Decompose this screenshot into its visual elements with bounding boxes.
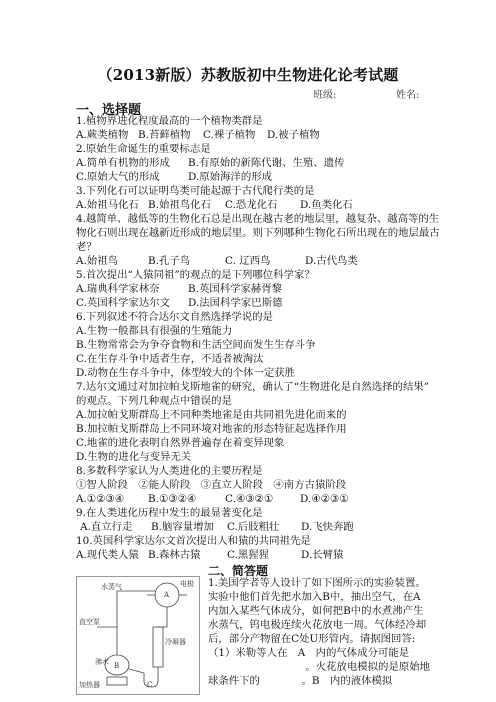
option: D.鱼类化石 — [300, 199, 353, 211]
option: A.现代类人猿 — [76, 549, 139, 561]
option: B.孔子鸟 — [148, 255, 191, 267]
essay-line: 后，部分产物留在C处U形管内。请据图回答: — [208, 633, 416, 645]
class-label: 班级: — [313, 90, 337, 101]
figure-label: A — [164, 591, 170, 599]
option: A.直立行走 — [80, 521, 133, 533]
figure-label: B — [114, 662, 120, 670]
essay-line: 1.美国学者等人设计了如下图所示的实验装置。 — [208, 577, 426, 589]
option: D.法国科学家巴斯德 — [188, 297, 283, 309]
option: B.生物常常会为争夺食物和生活空间而发生生存斗争 — [76, 339, 316, 351]
question-stem: 4.越简单、越低等的生物化石总是出现在越古老的地层里，越复杂、越高等的生 — [76, 213, 440, 225]
option: B.①③②④ — [148, 493, 197, 505]
question-stem: 7.达尔文通过对加拉帕戈斯地雀的研究，确认了“生物进化是自然选择的结果” — [76, 381, 430, 393]
option: D.长臂猿 — [301, 549, 344, 561]
option: B.始祖鸟化石 — [148, 199, 211, 211]
option: D.生物的进化与变异无关 — [76, 451, 192, 463]
essay-line: （1）米勒等人在 A 内的气体成分可能是 — [208, 647, 410, 659]
option: C.英国科学家达尔文 — [76, 297, 171, 309]
question-stem: 1.植物界进化程度最高的一个植物类群是 — [76, 115, 263, 127]
option: D.原始海洋的形成 — [188, 171, 272, 183]
option: C.后肢粗壮 — [227, 521, 280, 533]
question-stem: 10.英国科学家达尔文首次提出人和猿的共同祖先是 — [76, 535, 311, 547]
option: D.飞快奔跑 — [301, 521, 354, 533]
question-stem: 9.在人类进化历程中发生的最显著变化是 — [76, 507, 263, 519]
section1-title: 一、选择题 — [76, 103, 142, 118]
option: B.森林古猿 — [148, 549, 201, 561]
figure-label: 直空泵 — [79, 618, 100, 626]
option: B.苔藓植物 — [138, 129, 191, 141]
figure-label: 电极 — [180, 580, 194, 588]
option: B.有原始的新陈代谢、生殖、遗传 — [188, 157, 345, 169]
name-label: 姓名: — [396, 90, 420, 101]
apparatus-diagram — [77, 577, 199, 694]
option: A.简单有机物的形成 — [76, 157, 170, 169]
option: B.加拉帕戈斯群岛上不同环境对地雀的形态特征起选择作用 — [76, 423, 347, 435]
figure-label: 沸水 — [95, 658, 109, 666]
question-stem: 2.原始生命诞生的重要标志是 — [76, 143, 211, 155]
question-stem: 5.首次提出“人猿同祖”的观点的是下列哪位科学家？ — [76, 269, 315, 281]
option: A.加拉帕戈斯群岛上不同种类地雀是由共同祖先进化而来的 — [76, 409, 347, 421]
option: A.生物一般都具有很强的生殖能力 — [76, 325, 233, 337]
option: B.英国科学家赫胥黎 — [188, 283, 283, 295]
option: A.①②③④ — [76, 493, 125, 505]
option: C.恐龙化石 — [225, 199, 278, 211]
figure-label: 冷凝器 — [165, 638, 186, 646]
question-stem: 的观点。下列几种观点中错误的是 — [76, 395, 232, 407]
option: C.原始大气的形成 — [76, 171, 160, 183]
option: C. 辽西鸟 — [225, 255, 271, 267]
essay-line: 内加入某些气体成分，如何把B中的水煮沸产生 — [208, 605, 424, 617]
section2-title: 二、简答题 — [208, 564, 269, 578]
option: A.蕨类植物 — [76, 129, 129, 141]
option: C.在生存斗争中适者生存，不适者被淘汰 — [76, 353, 264, 365]
option: C.④③②① — [225, 493, 274, 505]
option: D.动物在生存斗争中，体型较大的个体一定获胜 — [76, 367, 296, 379]
page-title: （2013新版）苏教版初中生物进化论考试题 — [97, 66, 399, 84]
essay-line: 实验中他们首先把水加入B中，抽出空气，在A — [208, 591, 421, 603]
option: C.地雀的进化表明自然界普遍存在着变异现象 — [76, 437, 285, 449]
essay-line: 球条件下的 。B 内的液体模拟 — [208, 675, 393, 687]
essay-line: 。火花放电模拟的是原始地 — [305, 661, 430, 673]
figure-label: C — [147, 681, 153, 689]
option: B.脑容量增加 — [151, 521, 214, 533]
figure-label: 加热器 — [79, 681, 100, 689]
option: A.始祖鸟 — [76, 255, 118, 267]
experiment-apparatus-figure — [76, 576, 200, 695]
question-stem: 物化石则出现在越新近形成的地层里。则下列哪种生物化石所出现在的地层最古 — [76, 227, 440, 239]
option: D.④②③① — [300, 493, 349, 505]
option: D.古代鸟类 — [305, 255, 358, 267]
essay-question — [208, 576, 430, 688]
question-stem: 8.多数科学家认为人类进化的主要历程是 — [76, 465, 263, 477]
question-stem: 3.下列化石可以证明鸟类可能起源于古代爬行类的是 — [76, 185, 315, 197]
option: A.瑞典科学家林奈 — [76, 283, 160, 295]
figure-label: 水蒸气 — [101, 583, 122, 591]
option: A.始祖马化石 — [76, 199, 139, 211]
option: C.黑猩猩 — [227, 549, 270, 561]
option: C.裸子植物 — [203, 129, 256, 141]
essay-line: 水蒸气，钨电极连续火花放电一周。气体经冷却 — [208, 619, 427, 631]
question-stem: 6.下列叙述不符合达尔文自然选择学说的是 — [76, 311, 273, 323]
question-stem: 老？ — [76, 241, 97, 253]
question-items: ①智人阶段 ②能人阶段 ③直立人阶段 ④南方古猿阶段 — [76, 479, 347, 491]
option: D.被子植物 — [267, 129, 320, 141]
